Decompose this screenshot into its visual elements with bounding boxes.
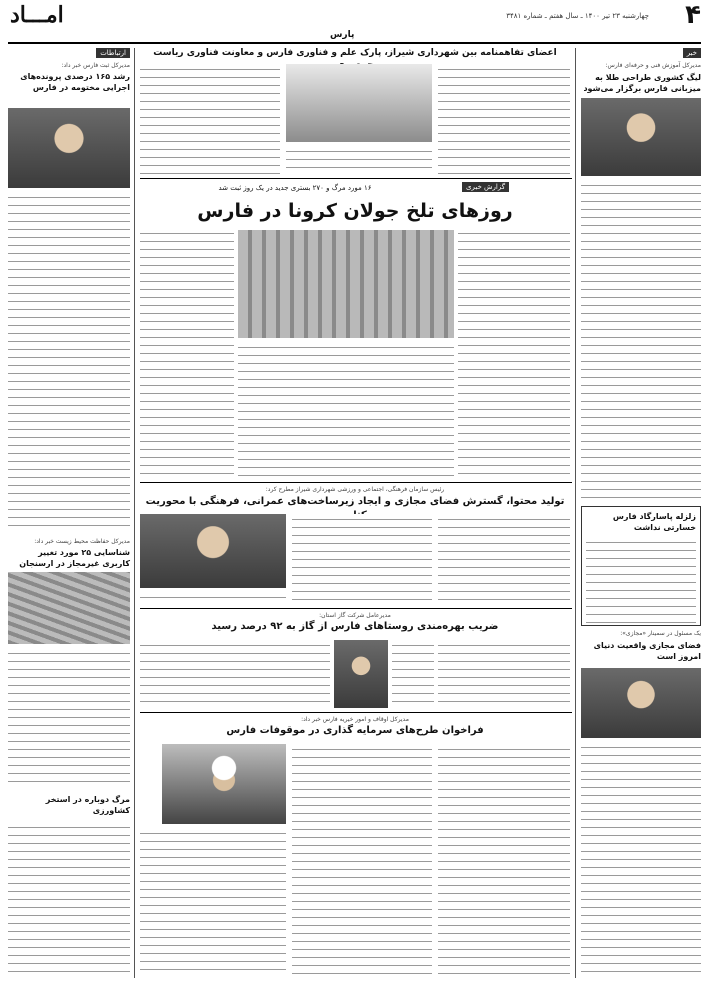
column-divider <box>575 48 576 978</box>
section-badge: ارتباطات <box>96 48 130 58</box>
masthead <box>0 0 709 40</box>
headline: فضای مجازی واقعیت دنیای امروز است <box>593 641 701 661</box>
photo <box>581 668 701 738</box>
hospital-photo <box>238 230 454 338</box>
headline: شناسایی ۲۵ مورد تغییر کاربری غیرمجاز در ارسنجان <box>19 548 130 568</box>
page-number: ۴ <box>685 0 701 30</box>
body-text <box>140 64 280 174</box>
headline: تولید محتوا، گسترش فضای مجازی و ایجاد زیرساخت‌های عمرانی، فرهنگی با محوریت <box>145 496 565 507</box>
body-text <box>392 640 434 708</box>
box-headline: زلزله پاسارگاد فارس خسارتی نداشت <box>612 512 696 532</box>
body-text <box>292 744 432 976</box>
kicker: مدیرکل اوقاف و امور خیریه فارس خبر داد: <box>301 716 409 723</box>
headline: فراخوان طرح‌های سرمایه گذاری در موقوفات فارس <box>226 725 484 736</box>
body-text <box>140 592 286 604</box>
photo <box>581 98 701 176</box>
right-column <box>581 48 701 978</box>
kicker: مدیرعامل شرکت گاز استان: <box>319 612 391 619</box>
news-badge: خبر <box>683 48 701 58</box>
kicker: یک مسئول در سمینار «مجازی»: <box>620 630 701 637</box>
body-text <box>8 822 130 978</box>
divider <box>140 608 572 609</box>
body-text <box>438 514 570 604</box>
body-text <box>140 228 234 478</box>
body-text <box>438 640 570 708</box>
news-box <box>581 506 701 626</box>
photo <box>8 572 130 644</box>
header-rule <box>8 42 701 44</box>
dateline: چهارشنبه ۲۳ تیر ۱۴۰۰ ـ سال هفتم ـ شماره ۳۴۸۱ <box>506 12 649 20</box>
kicker: مدیرکل حفاظت محیط زیست خبر داد: <box>34 538 130 545</box>
photo <box>334 640 388 708</box>
photo <box>286 64 432 142</box>
kicker: مدیرکل ثبت فارس خبر داد: <box>61 62 130 69</box>
headline: رشد ۱۶۵ درصدی پرونده‌های اجرایی مختومه در فارس <box>20 72 130 92</box>
main-headline: روزهای تلخ جولان کرونا در فارس <box>197 200 513 222</box>
body-text <box>581 180 701 500</box>
body-text <box>140 640 330 708</box>
left-column <box>8 48 130 978</box>
divider <box>140 482 572 483</box>
body-text <box>8 192 130 532</box>
kicker: ۱۶ مورد مرگ و ۲۷۰ بستری جدید در یک روز ثبت شد <box>218 184 372 192</box>
divider <box>140 178 572 179</box>
report-tag: گزارش خبری <box>462 182 509 192</box>
headline: لیگ کشوری طراحی طلا به میزبانی فارس برگزار می‌شود <box>583 73 701 93</box>
body-text <box>8 648 130 788</box>
headline: اعضای تفاهمنامه بین شهرداری شیراز، پارک علم و فناوری فارس و معاونت فناوری ریاست <box>153 48 557 58</box>
body-text <box>581 742 701 978</box>
column-divider <box>134 48 135 978</box>
body-text <box>438 744 570 976</box>
kicker: رئیس سازمان فرهنگی، اجتماعی و ورزشی شهرداری شیراز مطرح کرد: <box>265 486 445 493</box>
body-text <box>286 146 432 174</box>
body-text <box>438 64 570 174</box>
box-text <box>586 537 696 625</box>
body-text <box>458 228 570 478</box>
photo <box>140 514 286 588</box>
body-text <box>292 514 432 604</box>
newspaper-logo: امـــاد <box>10 2 64 28</box>
headline: ضریب بهره‌مندی روستاهای فارس از گاز به ۹۲ درصد رسید <box>211 621 499 632</box>
body-text <box>238 342 454 478</box>
divider <box>140 712 572 713</box>
photo <box>8 108 130 188</box>
section-name: پارس <box>330 30 355 40</box>
headline: مرگ دوباره در استخر کشاورزی <box>45 795 130 815</box>
body-text <box>140 828 286 976</box>
kicker: مدیرکل آموزش فنی و حرفه‌ای فارس: <box>605 62 701 69</box>
photo <box>162 744 286 824</box>
